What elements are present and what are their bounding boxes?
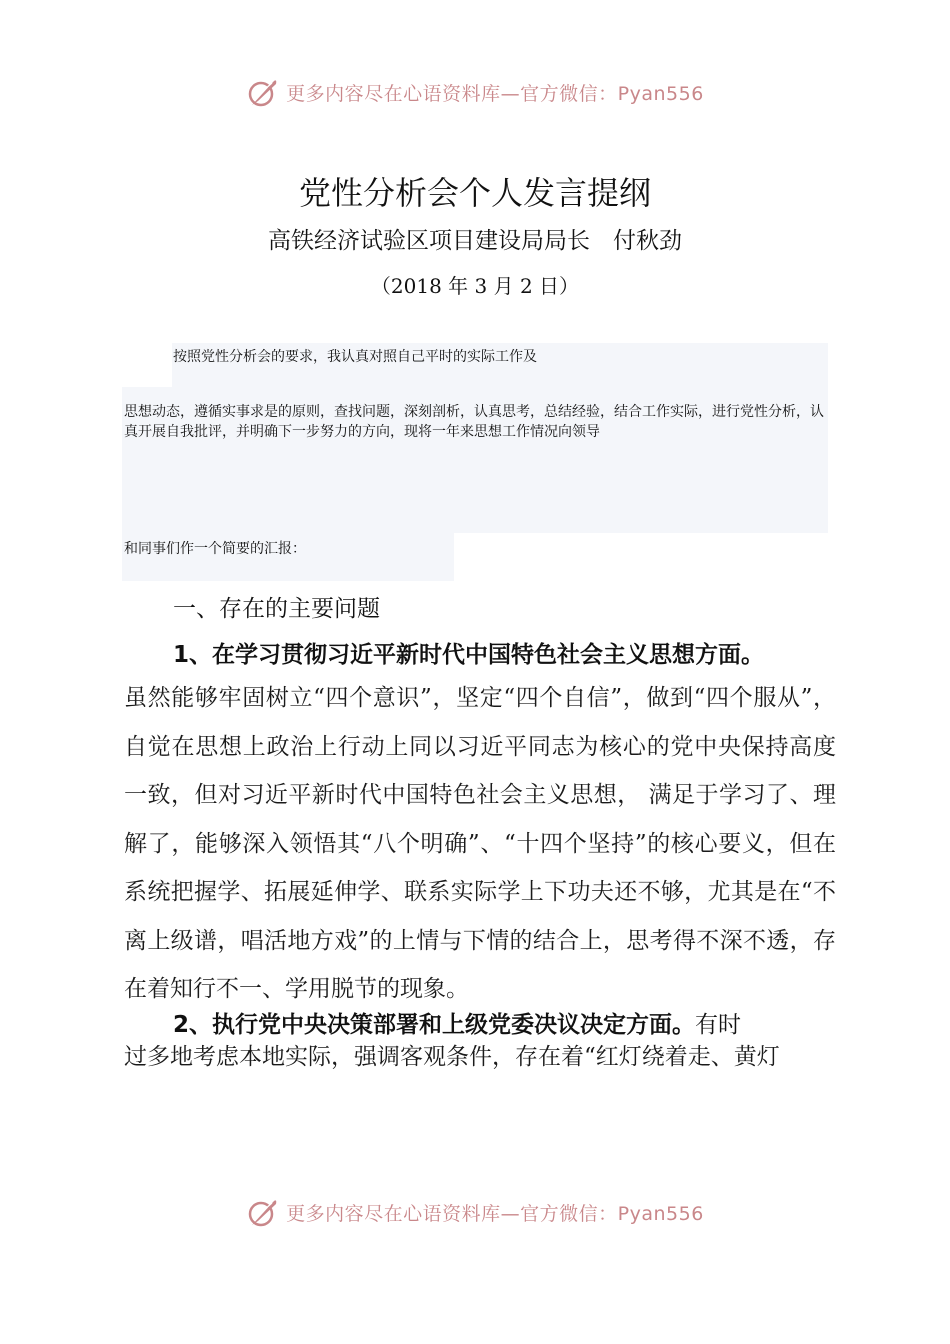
footer-banner-text: 更多内容尽在心语资料库—官方微信：Pyan556	[286, 1202, 704, 1225]
intro-tail-line: 和同事们作一个简要的汇报：	[124, 541, 306, 557]
item2-line	[173, 1006, 741, 1039]
document-date: （2018 年 3 月 2 日）	[370, 274, 580, 298]
item2-lead-text: 有时	[695, 1012, 742, 1038]
document-title: 党性分析会个人发言提纲	[298, 174, 651, 212]
intro-paragraph: 思想动态，遵循实事求是的原则，查找问题，深刻剖析，认真思考，总结经验，结合工作实际，进行党性分析，认真开展自我批评，并明确下一步努力的方向，现将一年来思想工作情况向领导	[124, 404, 824, 440]
section-heading: 一、存在的主要问题	[173, 596, 380, 622]
item1-body-paragraph: 虽然能够牢固树立“四个意识”，坚定“四个自信”，做到“四个服从”，自觉在思想上政治上行动上同以习近平同志为核心的党中央保持高度一致，但对习近平新时代中国特色社会主义思想， 满足于学习了、理解了，能够深入领悟其“八个明确”、“十四个坚持”的核心要义，但在系统把握学、拓展延伸学、联系实际学上下功夫还不够，尤其是在“不离上级谱，唱活地方戏”的上情与下情的结合上，思考得不深不透，存在着知行不一、学用脱节的现象。	[124, 685, 836, 1002]
header-banner-text: 更多内容尽在心语资料库—官方微信：Pyan556	[286, 82, 704, 105]
feather-pen-logo-icon	[246, 75, 280, 109]
item2-heading: 2、执行党中央决策部署和上级党委决议决定方面。	[173, 1012, 696, 1038]
header-watermark-banner	[0, 70, 950, 114]
document-subtitle: 高铁经济试验区项目建设局局长 付秋劲	[268, 228, 682, 254]
item1-heading: 1、在学习贯彻习近平新时代中国特色社会主义思想方面。	[173, 642, 765, 668]
item2-body-paragraph: 过多地考虑本地实际，强调客观条件，存在着“红灯绕着走、黄灯	[124, 1044, 780, 1070]
intro-indent-gap	[122, 343, 172, 387]
feather-pen-logo-icon	[246, 1195, 280, 1229]
footer-watermark-banner	[0, 1190, 950, 1234]
intro-first-line: 按照党性分析会的要求，我认真对照自己平时的实际工作及	[173, 349, 537, 365]
